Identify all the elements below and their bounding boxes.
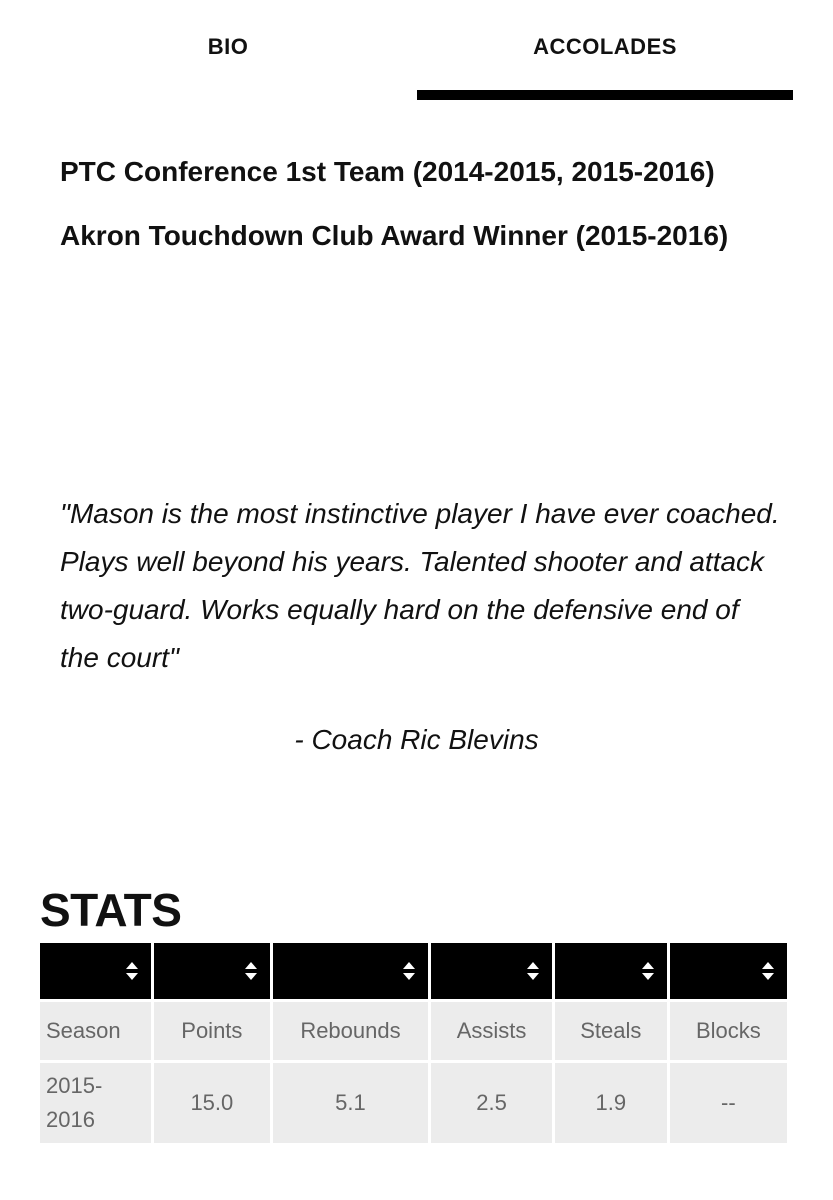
cell-steals: 1.9 <box>555 1063 667 1143</box>
column-label-points: Points <box>154 1002 270 1060</box>
sort-header-row <box>40 943 787 999</box>
accolade-item: PTC Conference 1st Team (2014-2015, 2015-2016) <box>60 156 715 187</box>
tab-accolades[interactable] <box>417 0 793 100</box>
tab-bio-label: BIO <box>207 34 249 59</box>
sort-button-season[interactable] <box>40 943 151 999</box>
tab-bio[interactable] <box>40 0 416 100</box>
cell-assists: 2.5 <box>431 1063 552 1143</box>
table-row <box>40 1063 787 1143</box>
column-label-row <box>40 1002 787 1060</box>
column-label-steals: Steals <box>555 1002 667 1060</box>
cell-season <box>40 1063 151 1143</box>
coach-quote: "Mason is the most instinctive player I have ever coached. Plays well beyond his years. Talented shooter and attack two-guard. Works equally hard on the defensive end of the court" <box>60 498 780 673</box>
sort-up-down-icon <box>641 961 655 981</box>
sort-up-down-icon <box>761 961 775 981</box>
column-label-rebounds: Rebounds <box>273 1002 429 1060</box>
column-label-season: Season <box>40 1002 151 1060</box>
tab-accolades-label: ACCOLADES <box>533 34 677 59</box>
quote-attribution: - Coach Ric Blevins <box>294 724 539 755</box>
sort-button-rebounds[interactable] <box>273 943 429 999</box>
accolades-list <box>60 150 760 278</box>
accolade-item: Akron Touchdown Club Award Winner (2015-2016) <box>60 220 729 251</box>
sort-button-blocks[interactable] <box>670 943 787 999</box>
cell-points: 15.0 <box>154 1063 270 1143</box>
stats-table <box>37 940 790 1146</box>
cell-season-value: 2015-2016 <box>46 1073 103 1132</box>
sort-button-steals[interactable] <box>555 943 667 999</box>
sort-up-down-icon <box>402 961 416 981</box>
column-label-blocks: Blocks <box>670 1002 787 1060</box>
sort-up-down-icon <box>244 961 258 981</box>
sort-up-down-icon <box>125 961 139 981</box>
sort-up-down-icon <box>526 961 540 981</box>
sort-button-points[interactable] <box>154 943 270 999</box>
column-label-assists: Assists <box>431 1002 552 1060</box>
sort-button-assists[interactable] <box>431 943 552 999</box>
stats-heading: STATS <box>40 884 182 936</box>
active-tab-indicator <box>417 90 793 100</box>
cell-blocks: -- <box>670 1063 787 1143</box>
tab-bar <box>40 0 793 100</box>
cell-rebounds: 5.1 <box>273 1063 429 1143</box>
